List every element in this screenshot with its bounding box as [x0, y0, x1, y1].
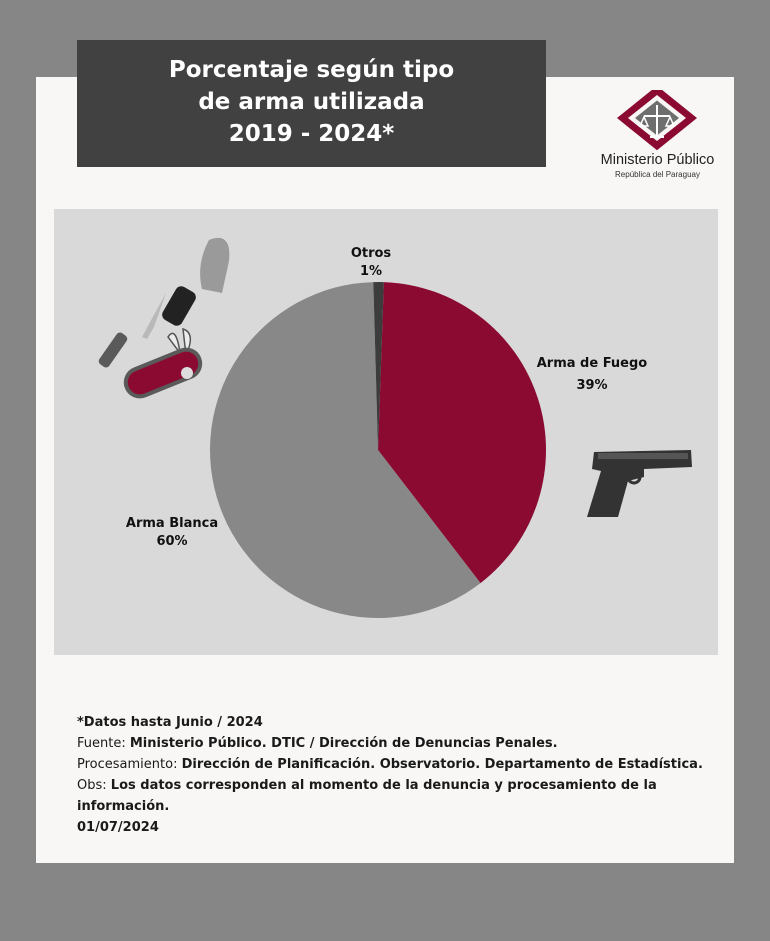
procesamiento-label: Procesamiento:	[77, 757, 182, 772]
slice-label-otros-value: 1%	[359, 264, 383, 279]
slice-label-blanca-value: 60%	[156, 534, 188, 549]
ministerio-logo	[590, 90, 725, 185]
fuente-value: Ministerio Público. DTIC / Dirección de Denuncias Penales.	[129, 736, 558, 751]
footer-notes	[77, 712, 717, 838]
pistol-icon	[587, 450, 692, 517]
procesamiento-value: Dirección de Planificación. Observatorio. Departamento de Estadística.	[181, 757, 703, 772]
footer-fuente	[77, 733, 717, 754]
slice-label-fuego-value: 39%	[576, 378, 608, 393]
obs-value: Los datos corresponden al momento de la denuncia y procesamiento de la información.	[77, 778, 657, 814]
footer-date: 01/07/2024	[77, 820, 159, 835]
footer-procesamiento	[77, 754, 717, 775]
logo-name: Ministerio Público	[600, 152, 715, 168]
slice-label-blanca-name: Arma Blanca	[125, 516, 219, 531]
obs-label: Obs:	[77, 778, 111, 793]
scales-emblem-icon	[590, 90, 725, 152]
slice-label-fuego-name: Arma de Fuego	[536, 356, 648, 371]
title-line-3: 2019 - 2024*	[228, 121, 395, 147]
knives-icon	[97, 238, 229, 401]
fuente-label: Fuente:	[77, 736, 130, 751]
chart-title	[77, 40, 546, 167]
slice-label-otros-name: Otros	[350, 246, 392, 261]
logo-subtitle: República del Paraguay	[615, 170, 700, 179]
pie-chart	[54, 209, 718, 655]
chart-panel	[54, 209, 718, 655]
footer-note: *Datos hasta Junio / 2024	[77, 715, 263, 730]
title-line-2: de arma utilizada	[198, 89, 425, 115]
footer-obs	[77, 775, 717, 817]
title-line-1: Porcentaje según tipo	[168, 57, 455, 83]
